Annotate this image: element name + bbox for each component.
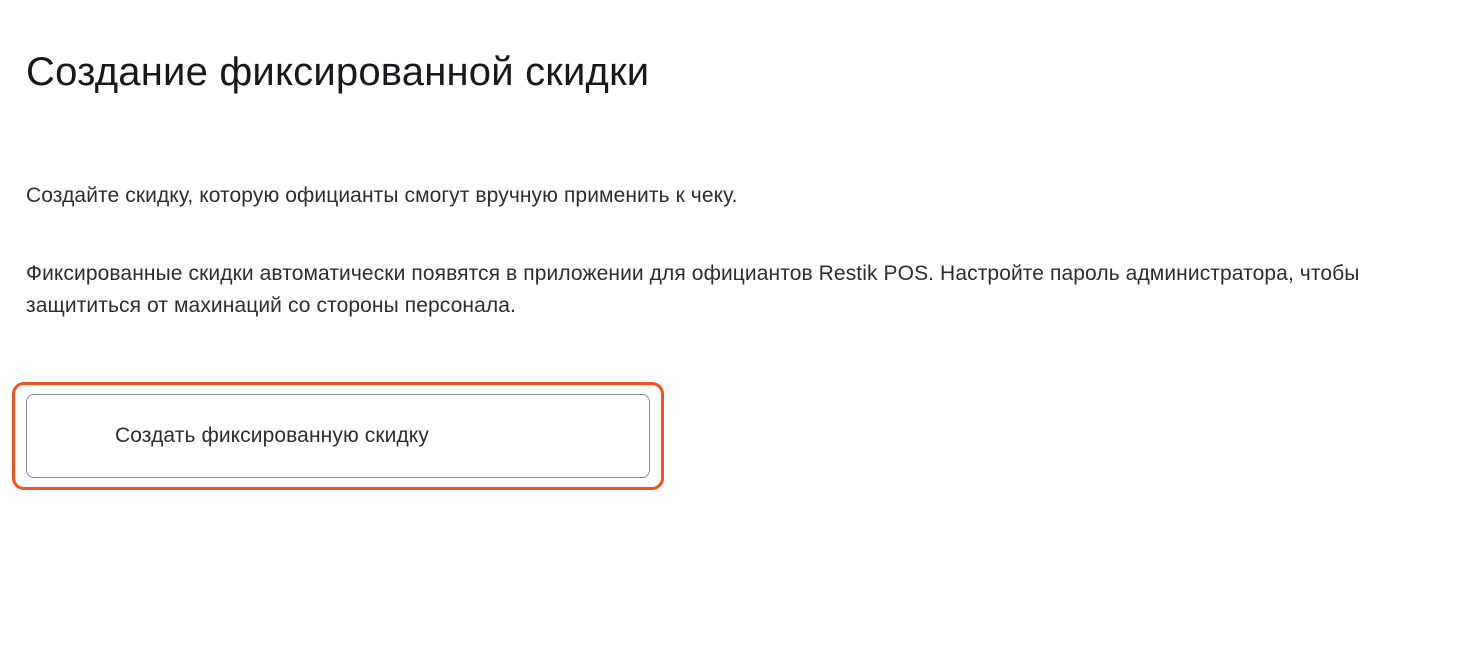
primary-action-area: [26, 394, 676, 478]
create-fixed-discount-button[interactable]: Создать фиксированную скидку: [26, 394, 650, 478]
page-title: Создание фиксированной скидки: [26, 50, 650, 94]
intro-paragraph-2: Фиксированные скидки автоматически появятся в приложении для официантов Restik POS. Настройте пароль администратора, чтобы защититься от махинаций со стороны персонала.: [26, 262, 1360, 317]
intro-paragraph-1: Создайте скидку, которую официанты смогут вручную применить к чеку.: [26, 184, 738, 207]
intro-text-block: [26, 180, 1442, 322]
